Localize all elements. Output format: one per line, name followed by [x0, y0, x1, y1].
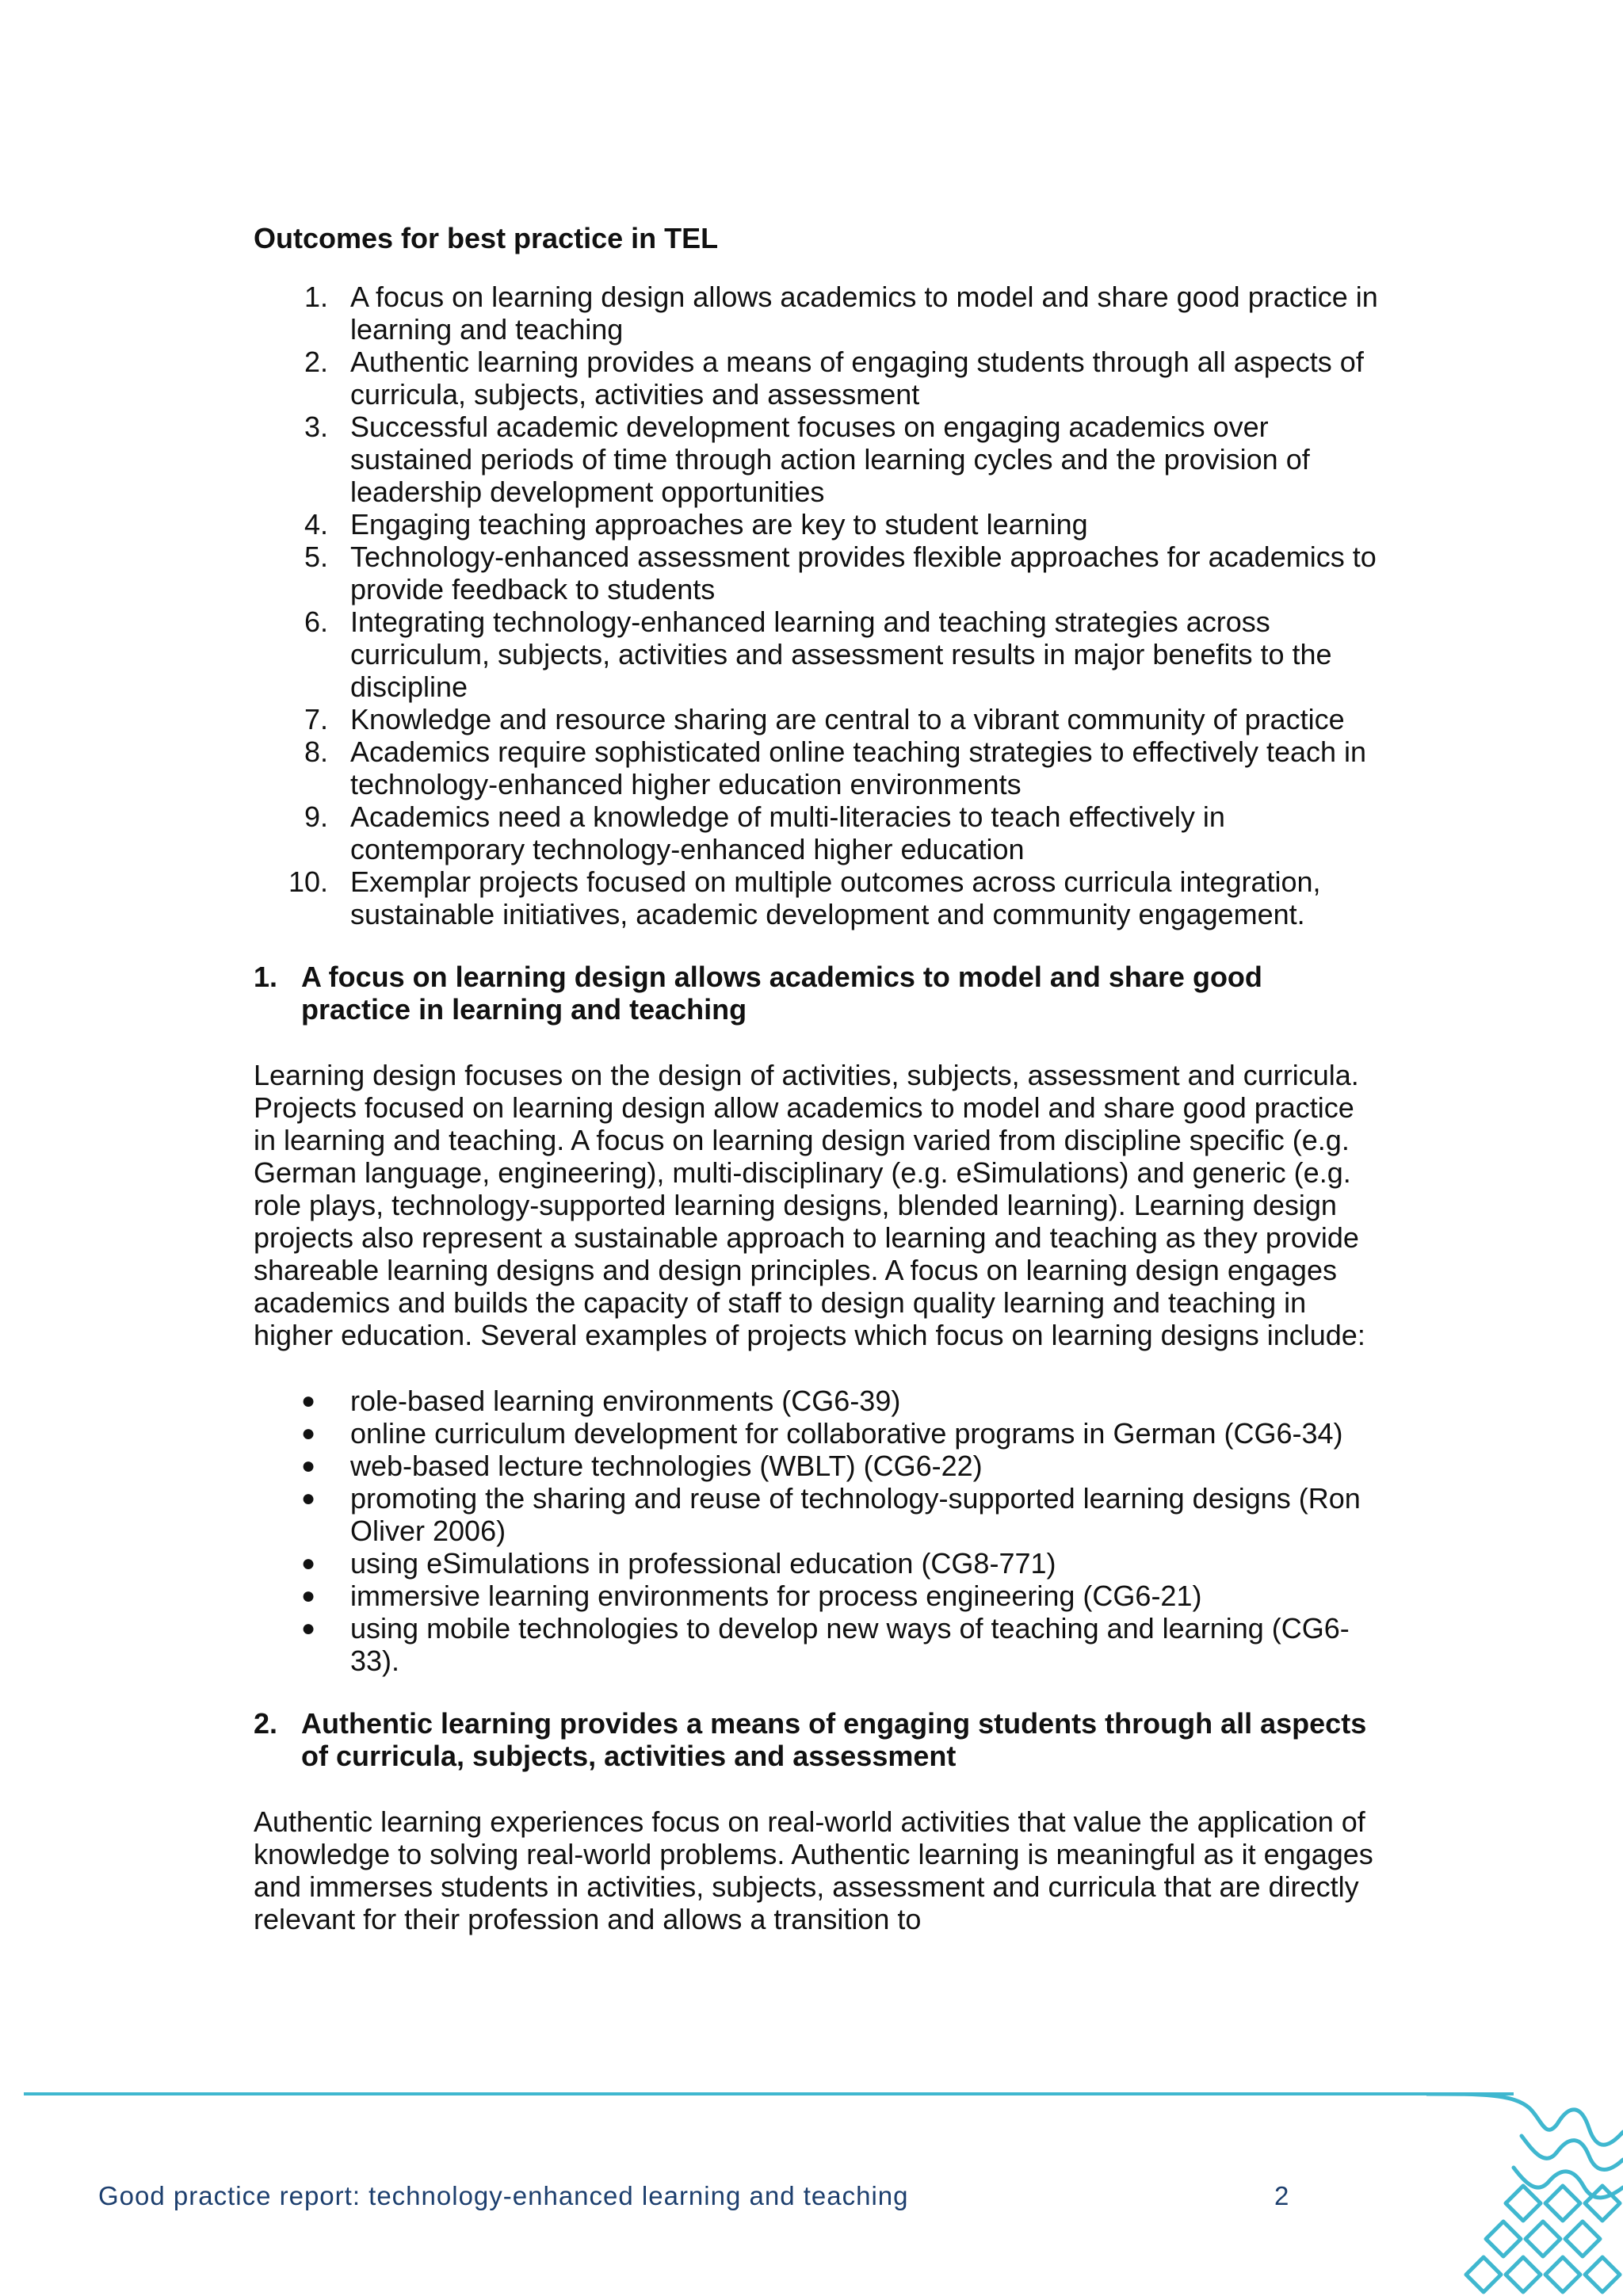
list-number: 10.	[288, 865, 328, 898]
list-item	[254, 508, 1379, 541]
list-number: 5.	[304, 541, 328, 573]
bullet-icon: ●	[301, 1453, 316, 1479]
bullet-item	[254, 1547, 1379, 1580]
bullet-item	[254, 1450, 1379, 1482]
list-item-text: Integrating technology-enhanced learning and teaching strategies across curriculum, subjects, activities and assessment results in major benefits to the discipline	[350, 606, 1332, 703]
list-number: 2.	[304, 346, 328, 378]
section-number: 2.	[254, 1707, 278, 1740]
bullet-text: promoting the sharing and reuse of technology-supported learning designs (Ron Oliver 2006)	[350, 1482, 1361, 1547]
list-item-text: Academics require sophisticated online teaching strategies to effectively teach in technology-enhanced higher education environments	[350, 735, 1367, 800]
bullet-text: using eSimulations in professional education (CG8-771)	[350, 1547, 1056, 1580]
bullet-icon: ●	[301, 1550, 316, 1576]
page-content	[254, 222, 1379, 1969]
bullet-icon: ●	[301, 1615, 316, 1641]
list-item-text: Knowledge and resource sharing are central to a vibrant community of practice	[350, 703, 1345, 735]
section-paragraph: Learning design focuses on the design of activities, subjects, assessment and curricula. Projects focused on learning design allow academics to model and share good practice in learning and teaching. A focus on learning design varied from discipline specific (e.g. German language, engineering), multi-disciplinary (e.g. eSimulations) and generic (e.g. role plays, technology-supported learning designs, blended learning). Learning design projects also represent a sustainable approach to learning and teaching as they provide shareable learning designs and design principles. A focus on learning design engages academics and builds the capacity of staff to design quality learning and teaching in higher education. Several examples of projects which focus on learning designs include:	[254, 1059, 1365, 1351]
bullet-icon: ●	[301, 1583, 316, 1609]
footer-divider	[24, 2092, 1514, 2095]
list-item	[254, 606, 1379, 703]
section-heading-text: A focus on learning design allows academics to model and share good practice in learning and teaching	[301, 961, 1262, 1026]
list-item	[254, 346, 1379, 411]
list-item-text: Successful academic development focuses on engaging academics over sustained periods of time through action learning cycles and the provision of leadership development opportunities	[350, 411, 1310, 508]
section-heading	[254, 1707, 1379, 1772]
list-number: 1.	[304, 281, 328, 313]
list-item	[254, 411, 1379, 508]
wave-diamond-logo-icon	[1426, 2092, 1623, 2296]
outcomes-list	[254, 281, 1379, 930]
list-item-text: Engaging teaching approaches are key to student learning	[350, 508, 1088, 541]
list-number: 4.	[304, 508, 328, 541]
section-authentic-learning	[254, 1707, 1379, 1935]
list-item-text: Authentic learning provides a means of engaging students through all aspects of curricula, subjects, activities and assessment	[350, 346, 1364, 411]
section-heading-text: Authentic learning provides a means of engaging students through all aspects of curricula, subjects, activities and assessment	[301, 1707, 1367, 1772]
bullet-text: immersive learning environments for process engineering (CG6-21)	[350, 1580, 1202, 1612]
bullet-item	[254, 1580, 1379, 1612]
footer-title: Good practice report: technology-enhanced learning and teaching	[98, 2181, 909, 2210]
bullet-icon: ●	[301, 1420, 316, 1446]
list-item	[254, 735, 1379, 800]
bullet-icon: ●	[301, 1388, 316, 1414]
list-item-text: Exemplar projects focused on multiple outcomes across curricula integration, sustainable initiatives, academic development and community engagement.	[350, 865, 1321, 930]
list-item	[254, 865, 1379, 930]
bullet-text: using mobile technologies to develop new ways of teaching and learning (CG6-33).	[350, 1612, 1350, 1677]
page-number: 2	[1274, 2181, 1289, 2210]
list-number: 3.	[304, 411, 328, 443]
document-heading: Outcomes for best practice in TEL	[254, 222, 719, 254]
bullet-item	[254, 1417, 1379, 1450]
section-number: 1.	[254, 961, 278, 993]
list-item-text: A focus on learning design allows academics to model and share good practice in learning and teaching	[350, 281, 1378, 346]
list-item	[254, 281, 1379, 346]
list-number: 7.	[304, 703, 328, 735]
bullet-item	[254, 1385, 1379, 1417]
section-learning-design	[254, 961, 1379, 1677]
list-item	[254, 800, 1379, 865]
bullet-item	[254, 1612, 1379, 1677]
bullet-icon: ●	[301, 1485, 316, 1511]
list-item	[254, 703, 1379, 735]
list-number: 8.	[304, 735, 328, 768]
list-number: 9.	[304, 800, 328, 833]
list-item	[254, 541, 1379, 606]
bullet-text: online curriculum development for collaborative programs in German (CG6-34)	[350, 1417, 1343, 1450]
bullet-item	[254, 1482, 1379, 1547]
bullet-text: role-based learning environments (CG6-39)	[350, 1385, 901, 1417]
list-item-text: Technology-enhanced assessment provides flexible approaches for academics to provide feedback to students	[350, 541, 1377, 606]
examples-list	[254, 1385, 1379, 1677]
section-paragraph: Authentic learning experiences focus on real-world activities that value the application of knowledge to solving real-world problems. Authentic learning is meaningful as it engages and immerses students in activities, subjects, assessment and curricula that are directly relevant for their profession and allows a transition to	[254, 1805, 1373, 1935]
list-number: 6.	[304, 606, 328, 638]
section-heading	[254, 961, 1379, 1026]
bullet-text: web-based lecture technologies (WBLT) (CG6-22)	[350, 1450, 983, 1482]
list-item-text: Academics need a knowledge of multi-literacies to teach effectively in contemporary technology-enhanced higher education	[350, 800, 1225, 865]
